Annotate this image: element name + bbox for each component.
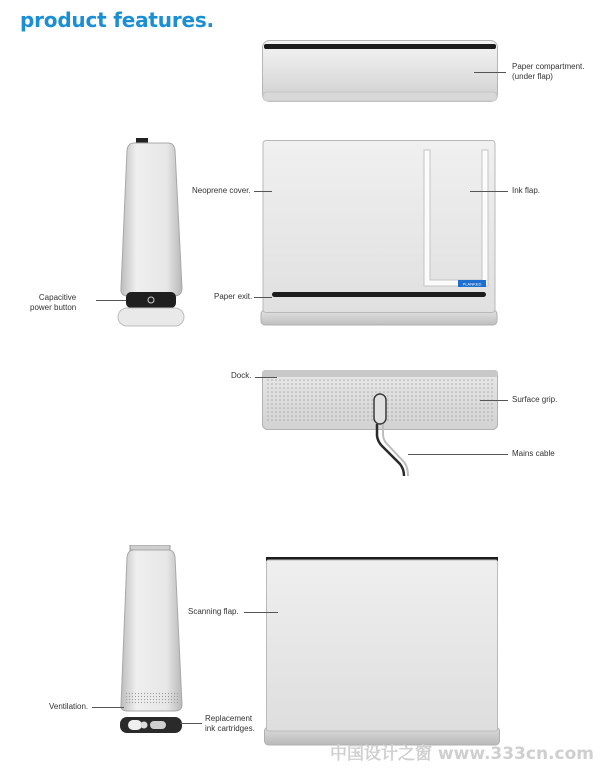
power-button-label <box>30 293 76 313</box>
mains-cable <box>377 424 404 476</box>
leader-line <box>96 300 126 301</box>
leader-line <box>254 297 272 298</box>
label-text: Ventilation. <box>49 702 89 711</box>
leader-line <box>254 191 272 192</box>
dock-label <box>231 371 251 381</box>
power-button-panel <box>126 292 176 308</box>
paper-exit-label <box>214 292 252 302</box>
paper-exit-slot <box>272 292 486 297</box>
ventilation-label <box>49 702 88 712</box>
surface-grip-label <box>512 395 557 405</box>
printer-front-view <box>260 140 498 326</box>
dock-view <box>262 370 498 478</box>
neoprene-cover-label <box>192 186 251 196</box>
label-text: Surface grip. <box>512 395 558 404</box>
printer-top-view <box>262 40 498 102</box>
label-text: Mains cable <box>512 449 555 458</box>
label-line: Capacitive power button <box>30 293 77 312</box>
label-text: Ink flap. <box>512 186 541 195</box>
replacement-ink-cartridges-label <box>205 714 255 734</box>
label-text: Scanning flap. <box>188 607 239 616</box>
leader-line <box>480 400 508 401</box>
label-text: Paper exit. <box>214 292 253 301</box>
label-line: Paper compartment. (under flap) <box>512 62 585 81</box>
paper-compartment-label <box>512 62 584 82</box>
watermark-text: 中国设计之窗 www.333cn.com <box>330 744 594 764</box>
paper-slot <box>264 44 496 49</box>
leader-line <box>470 191 508 192</box>
watermark <box>294 741 594 765</box>
leader-line <box>92 707 124 708</box>
label-text: Dock. <box>231 371 252 380</box>
page-title: product features. <box>20 8 214 32</box>
ink-flap-label <box>512 186 540 196</box>
leader-line <box>474 72 506 73</box>
leader-line <box>255 377 277 378</box>
label-text: Neoprene cover. <box>192 186 251 195</box>
leader-line <box>180 723 202 724</box>
label-text: Replacement ink cartridges. <box>205 714 255 733</box>
badge-text: PLANKED <box>462 281 482 287</box>
printer-side-view <box>116 138 188 328</box>
cable-port <box>374 394 386 424</box>
scanning-flap-label <box>188 607 239 617</box>
printer-scanning-view <box>264 557 500 747</box>
leader-line <box>408 454 508 455</box>
leader-line <box>244 612 278 613</box>
mains-cable-label <box>512 449 555 459</box>
printer-side-view-scanning <box>116 545 188 737</box>
ventilation-grille <box>124 691 178 705</box>
